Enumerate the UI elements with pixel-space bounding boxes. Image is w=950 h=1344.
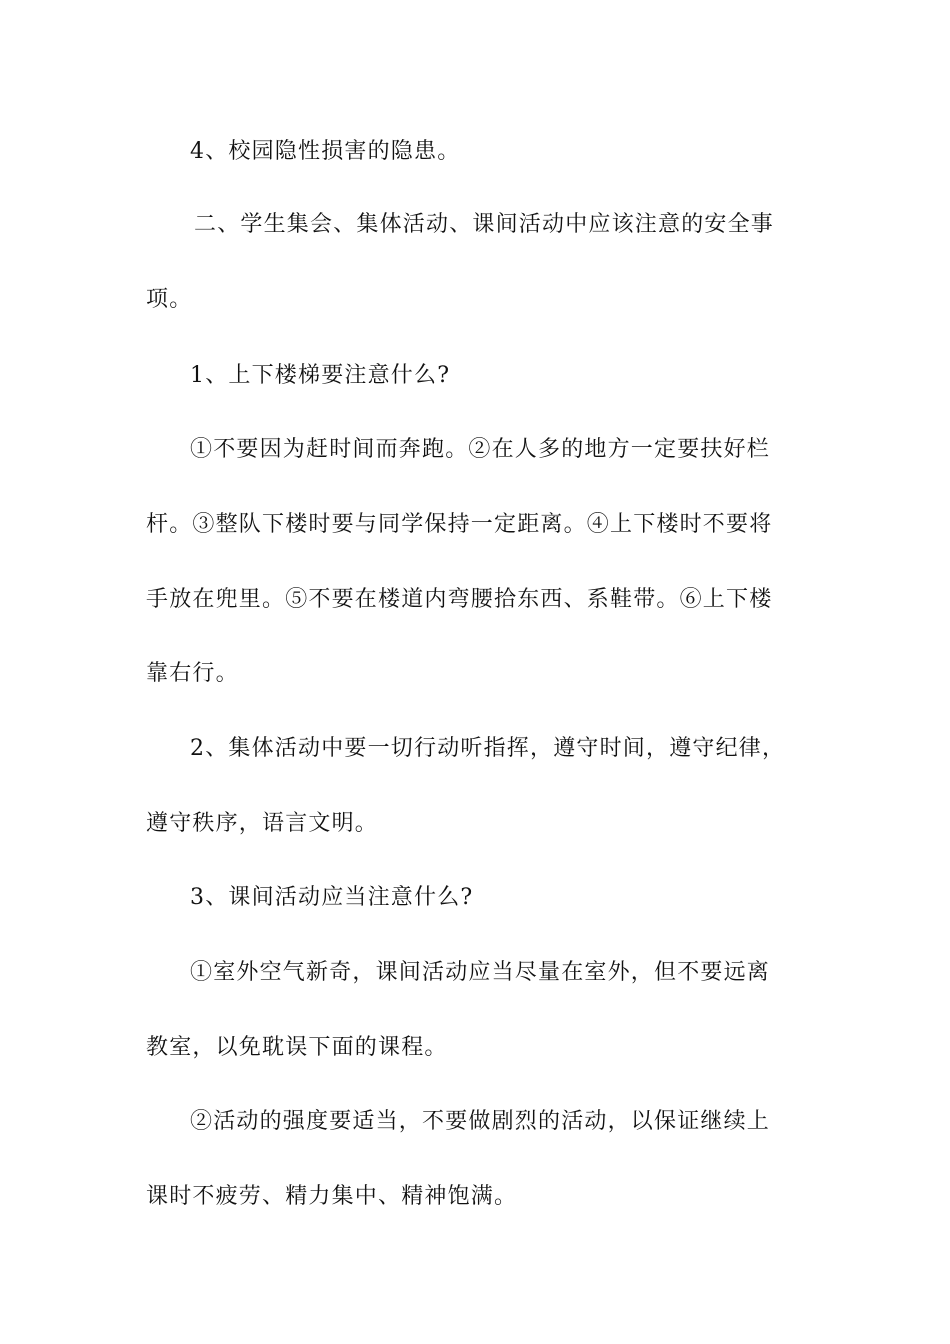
list-item-4-hidden-hazards: 4、校园隐性损害的隐患。	[190, 139, 461, 164]
paragraph-group-activity-line-2: 遵守秩序，语言文明。	[146, 811, 379, 836]
section-heading-2: 二、学生集会、集体活动、课间活动中应该注意的安全事	[194, 212, 775, 237]
paragraph-stairs-line-2: 杆。③整队下楼时要与同学保持一定距离。④上下楼时不要将	[146, 512, 773, 537]
paragraph-outdoor-line-2: 教室，以免耽误下面的课程。	[146, 1035, 448, 1060]
question-3-break-activity: 3、课间活动应当注意什么?	[190, 885, 474, 910]
paragraph-stairs-line-4: 靠右行。	[146, 661, 239, 686]
paragraph-intensity-line-1: ②活动的强度要适当，不要做剧烈的活动，以保证继续上	[190, 1109, 771, 1134]
section-heading-2-continued: 项。	[146, 287, 193, 312]
paragraph-intensity-line-2: 课时不疲劳、精力集中、精神饱满。	[146, 1184, 518, 1209]
paragraph-group-activity-line-1: 2、集体活动中要一切行动听指挥，遵守时间，遵守纪律，	[190, 736, 786, 761]
paragraph-stairs-line-1: ①不要因为赶时间而奔跑。②在人多的地方一定要扶好栏	[190, 437, 771, 462]
paragraph-stairs-line-3: 手放在兜里。⑤不要在楼道内弯腰拾东西、系鞋带。⑥上下楼	[146, 587, 773, 612]
paragraph-outdoor-line-1: ①室外空气新奇，课间活动应当尽量在室外，但不要远离	[190, 960, 771, 985]
question-1-stairs: 1、上下楼梯要注意什么?	[190, 363, 451, 388]
